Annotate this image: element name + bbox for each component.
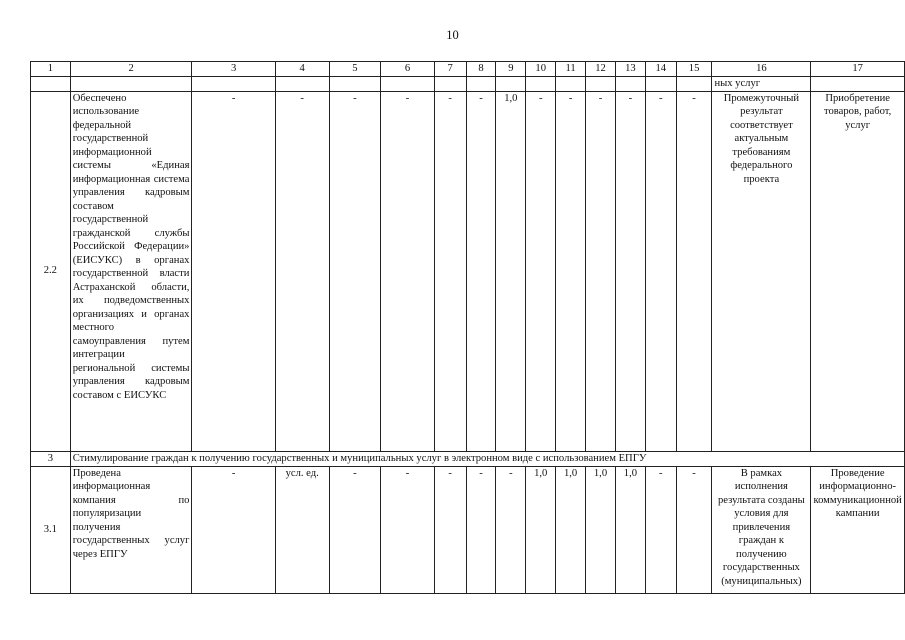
activity-table (30, 61, 905, 594)
cell-value: - (586, 91, 616, 451)
section-number: 3 (31, 451, 71, 466)
col-header: 10 (526, 62, 556, 77)
col-header: 15 (676, 62, 712, 77)
row-result: В рамках исполнения результата созданы условия для привлечения граждан к получению государственных (муниципальных) (712, 466, 811, 593)
cell-value: - (434, 91, 466, 451)
cell-value: - (192, 466, 275, 593)
col-header: 17 (811, 62, 905, 77)
cell-value: - (466, 91, 496, 451)
cell-value: 1,0 (526, 466, 556, 593)
cell-value: - (466, 466, 496, 593)
col-header: 1 (31, 62, 71, 77)
col-header: 8 (466, 62, 496, 77)
col-header: 16 (712, 62, 811, 77)
cell-value: 1,0 (496, 91, 526, 451)
continuation-text: ных услуг (712, 77, 811, 92)
cell-value: усл. ед. (275, 466, 329, 593)
cell-value: 1,0 (556, 466, 586, 593)
cell-value: - (645, 91, 676, 451)
continuation-row (31, 77, 905, 92)
cell-value: - (381, 91, 435, 451)
row-description: Проведена информационная компания по популяризации получения государственных услуг через ЕПГУ (70, 466, 192, 593)
cell-value: - (192, 91, 275, 451)
table-row (31, 466, 905, 593)
cell-value: - (645, 466, 676, 593)
cell-value: - (329, 91, 381, 451)
row-number: 3.1 (31, 466, 71, 593)
col-header: 3 (192, 62, 275, 77)
row-number: 2.2 (31, 91, 71, 451)
col-header: 2 (70, 62, 192, 77)
cell-value: - (615, 91, 645, 451)
cell-value: - (556, 91, 586, 451)
cell-value: 1,0 (586, 466, 616, 593)
col-header: 12 (586, 62, 616, 77)
col-header: 11 (556, 62, 586, 77)
table-row (31, 91, 905, 451)
col-header: 4 (275, 62, 329, 77)
cell-value: - (381, 466, 435, 593)
col-header: 13 (615, 62, 645, 77)
col-header: 6 (381, 62, 435, 77)
row-result: Промежуточный результат соответствует актуальным требованиям федерального проекта (712, 91, 811, 451)
cell-value: - (676, 466, 712, 593)
cell-value: - (526, 91, 556, 451)
section-row (31, 451, 905, 466)
col-header: 7 (434, 62, 466, 77)
col-header: 9 (496, 62, 526, 77)
row-type: Проведение информационно-коммуникационной кампании (811, 466, 905, 593)
row-type: Приобретение товаров, работ, услуг (811, 91, 905, 451)
col-header: 5 (329, 62, 381, 77)
cell-value: - (434, 466, 466, 593)
cell-value: - (329, 466, 381, 593)
cell-value: - (496, 466, 526, 593)
cell-value: - (676, 91, 712, 451)
row-description: Обеспечено использование федеральной государственной информационной системы «Единая информационная система управления кадровым составом государственной гражданской службы Российской Федерации» (ЕИСУКС) в органах государственной власти Астраханской области, их подведомственных организациях и органах местного самоуправления путем интеграции региональной системы управления кадровым составом с ЕИСУКС (70, 91, 192, 451)
col-header: 14 (645, 62, 676, 77)
cell-value: - (275, 91, 329, 451)
section-title: Стимулирование граждан к получению государственных и муниципальных услуг в электронном виде с использованием ЕПГУ (70, 451, 904, 466)
page-number: 10 (446, 28, 459, 42)
cell-value: 1,0 (615, 466, 645, 593)
column-number-row (31, 62, 905, 77)
